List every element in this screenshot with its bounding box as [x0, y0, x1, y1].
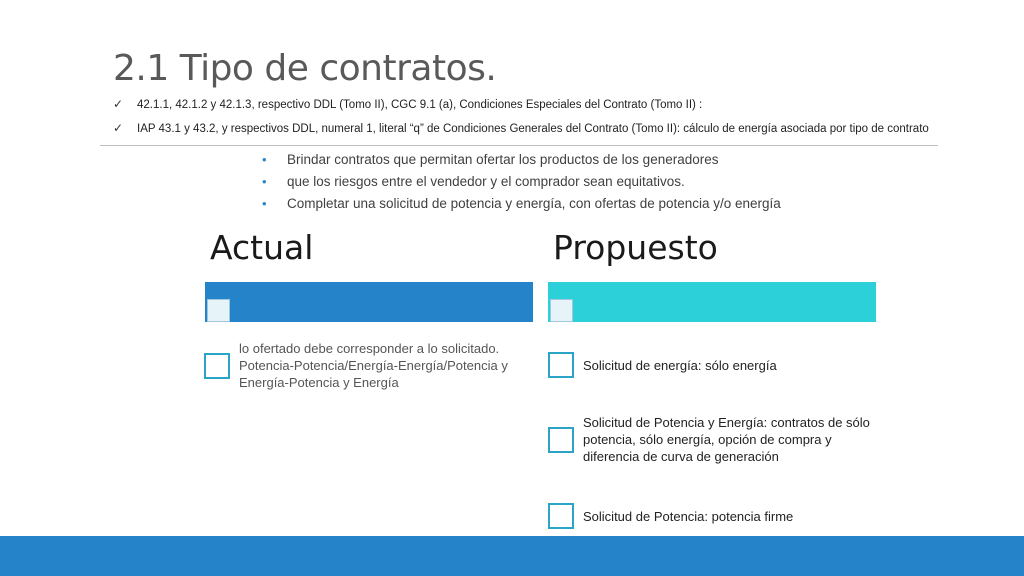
objective-text: que los riesgos entre el vendedor y el comprador sean equitativos.	[287, 174, 685, 189]
square-box-icon	[548, 427, 574, 453]
reference-text: IAP 43.1 y 43.2, y respectivos DDL, numeral 1, literal “q” de Condiciones Generales del Contrato (Tomo II): cálculo de energía asociada por tipo de contrato	[137, 123, 929, 135]
propuesto-item	[548, 414, 878, 465]
square-box-icon	[548, 352, 574, 378]
objective-list	[262, 150, 781, 216]
slide-title: 2.1 Tipo de contratos.	[113, 48, 497, 89]
propuesto-heading: Propuesto	[553, 228, 718, 267]
reference-text: 42.1.1, 42.1.2 y 42.1.3, respectivo DDL (Tomo II), CGC 9.1 (a), Condiciones Especiales del Contrato (Tomo II) :	[137, 99, 703, 111]
objective-text: Completar una solicitud de potencia y energía, con ofertas de potencia y/o energía	[287, 196, 781, 211]
propuesto-item-text: Solicitud de Potencia y Energía: contratos de sólo potencia, sólo energía, opción de compra y diferencia de curva de generación	[583, 415, 870, 464]
objective-item	[262, 150, 781, 170]
objective-item	[262, 172, 781, 192]
propuesto-item-text: Solicitud de energía: sólo energía	[583, 357, 777, 373]
footer-bar	[0, 536, 1024, 576]
header-square-icon	[207, 299, 230, 322]
square-box-icon	[204, 353, 230, 379]
square-box-icon	[548, 503, 574, 529]
checkmark-icon: ✓	[113, 121, 124, 135]
bullet-icon: •	[262, 174, 267, 189]
propuesto-header-bar	[548, 282, 876, 322]
propuesto-item-text: Solicitud de Potencia: potencia firme	[583, 508, 794, 524]
divider-line	[100, 145, 938, 146]
reference-item	[113, 122, 929, 136]
actual-item	[204, 340, 534, 391]
actual-heading: Actual	[210, 228, 314, 267]
header-square-icon	[550, 299, 573, 322]
objective-item	[262, 194, 781, 214]
objective-text: Brindar contratos que permitan ofertar los productos de los generadores	[287, 152, 719, 167]
propuesto-item	[548, 352, 878, 378]
checkmark-icon: ✓	[113, 97, 124, 111]
actual-item-text: lo ofertado debe corresponder a lo solicitado. Potencia-Potencia/Energía-Energía/Potencia y Energía-Potencia y Energía	[239, 341, 508, 390]
reference-item	[113, 98, 929, 112]
reference-list	[113, 98, 929, 146]
propuesto-item	[548, 503, 878, 529]
bullet-icon: •	[262, 152, 267, 167]
actual-header-bar	[205, 282, 533, 322]
bullet-icon: •	[262, 196, 267, 211]
